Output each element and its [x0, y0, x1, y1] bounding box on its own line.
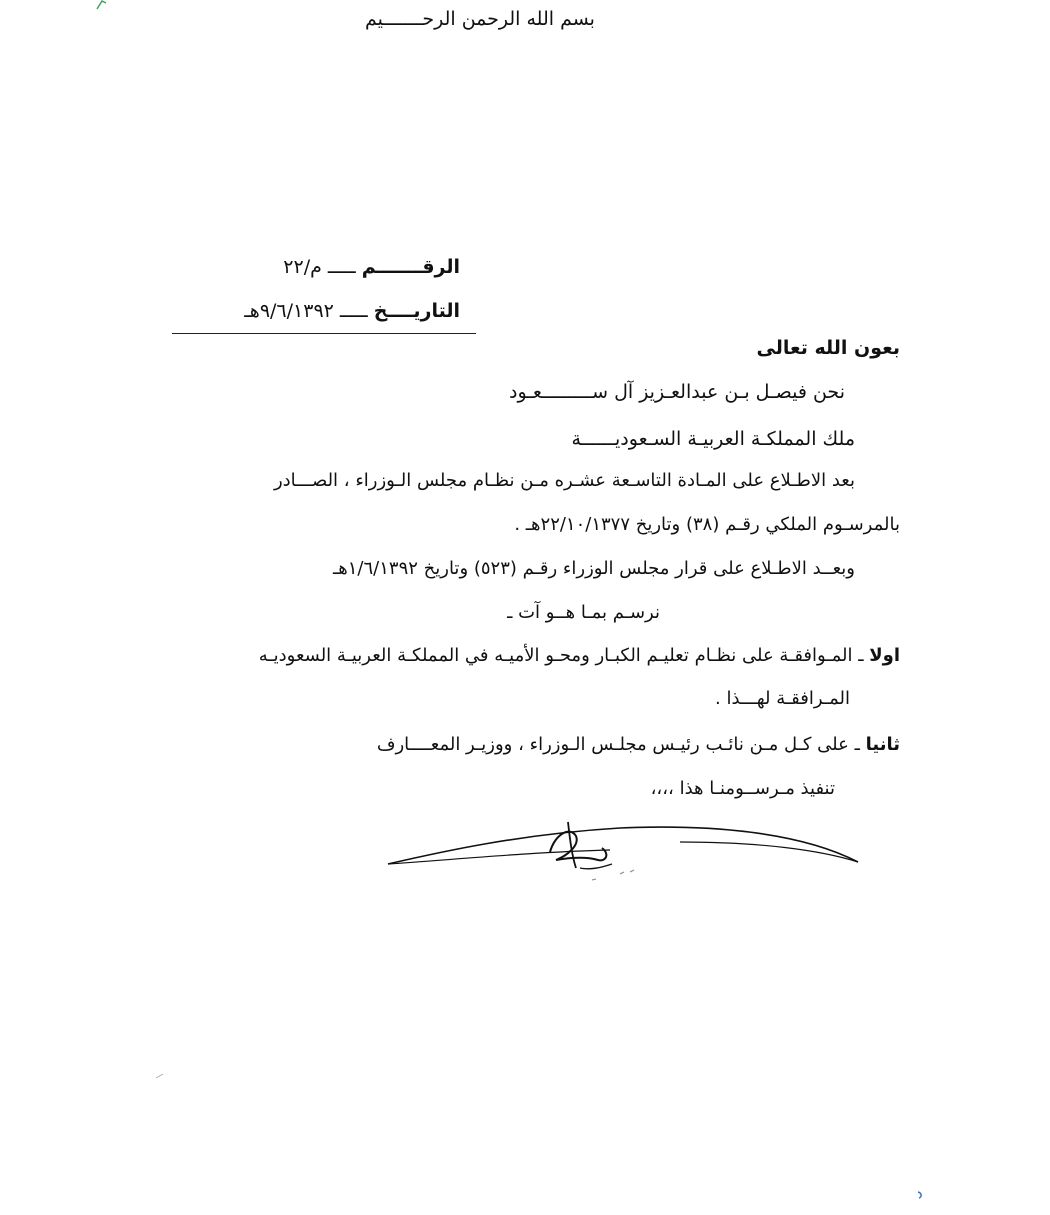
paragraph-1-line-1: بعد الاطـلاع على المـادة التاسـعة عشـره مـن نظـام مجلس الـوزراء ، الصـــادر: [273, 470, 855, 491]
corner-scan-mark-icon: [96, 0, 108, 10]
date-value: ٩/٦/١٣٩٢هـ: [244, 300, 334, 322]
king-title-line: ملك المملكـة العربيـة السـعوديــــــة: [571, 428, 855, 450]
stray-mark-icon: [155, 1072, 165, 1080]
item-2-text: ـ على كـل مـن نائـب رئيـس مجلـس الـوزراء ، ووزيـر المعــــارف: [376, 734, 860, 755]
closing-line: تنفيذ مـرســومنـا هذا ،،،،: [650, 778, 835, 799]
basmala-heading: بسم الله الرحمن الرحـــــــيم: [365, 8, 595, 30]
date-dash: ـــــ: [339, 300, 368, 322]
king-name-line: نحن فيصـل بـن عبدالعـزيز آل ســـــــــعـود: [509, 381, 845, 403]
paragraph-2: وبعــد الاطـلاع على قرار مجلس الوزراء رقـم (٥٢٣) وتاريخ ١/٦/١٣٩٢هـ: [333, 558, 855, 579]
royal-signature-icon: [380, 812, 870, 902]
reference-dash: ـــــ: [327, 256, 356, 278]
paragraph-1-line-2: بالمرسـوم الملكي رقـم (٣٨) وتاريخ ٢٢/١٠/١٣٧٧هـ .: [514, 514, 900, 535]
date-label: التاريــــخ: [373, 300, 460, 322]
item-1-number: اولا: [869, 645, 900, 666]
date-row: [170, 300, 460, 322]
item-1-line-1: [140, 645, 900, 666]
reference-value: م/٢٢: [283, 256, 322, 278]
item-2-line-1: [140, 734, 900, 755]
reference-number-row: [240, 256, 460, 278]
item-2-number: ثانيا: [865, 734, 900, 755]
blue-scan-mark-icon: [916, 1190, 924, 1200]
decree-intro: نرسـم بمـا هــو آت ـ: [507, 602, 660, 623]
item-1-line-2: المـرافقـة لهـــذا .: [715, 688, 850, 709]
item-1-text: ـ المـوافقـة على نظـام تعليـم الكبـار ومحـو الأميـه في المملكـة العربيـة السعوديـه: [258, 645, 864, 666]
date-underline-divider: [172, 333, 476, 334]
opening-line: بعون الله تعالى: [756, 337, 900, 359]
reference-label: الرقـــــــم: [361, 256, 460, 278]
